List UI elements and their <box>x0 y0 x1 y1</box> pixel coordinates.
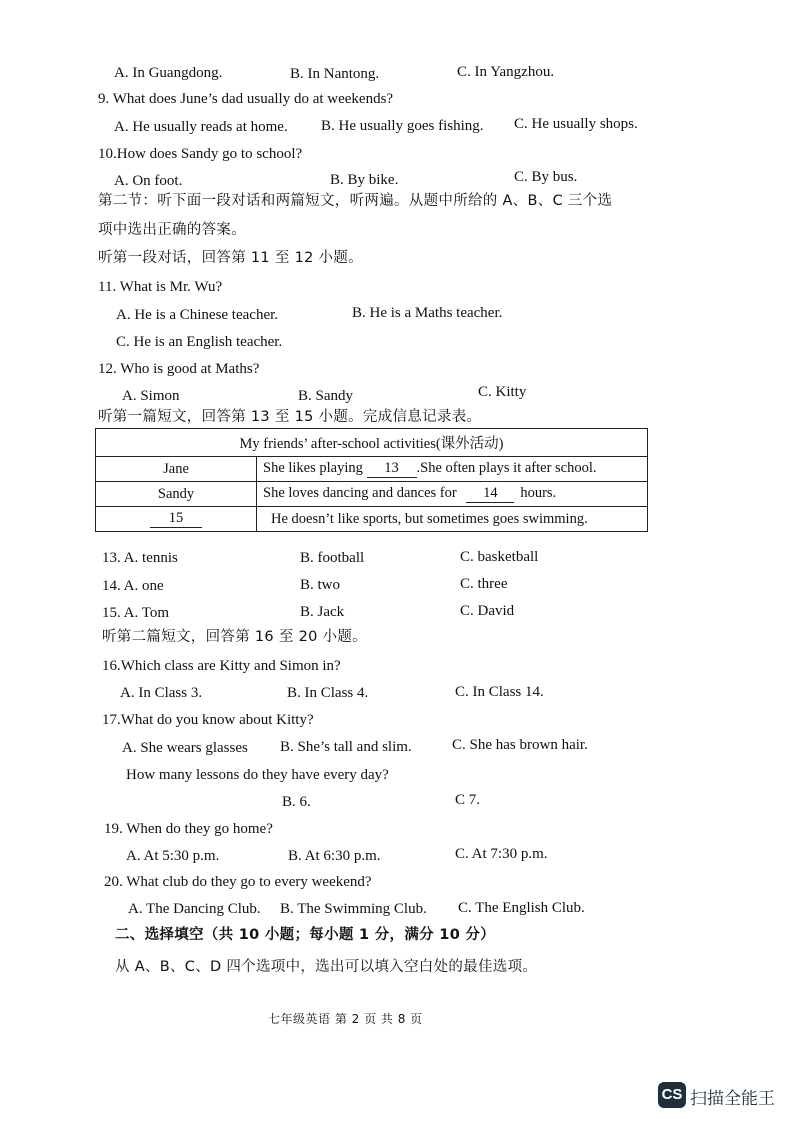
section2-instruction-line2: 项中选出正确的答案。 <box>98 222 246 238</box>
q14-option-c: C. three <box>460 576 508 592</box>
part2-instruction: 从 A、B、C、D 四个选项中，选出可以填入空白处的最佳选项。 <box>115 959 538 975</box>
passage1-intro: 听第一篇短文，回答第 13 至 15 小题。完成信息记录表。 <box>98 409 482 425</box>
table-row <box>96 482 648 507</box>
q13-option-b: B. football <box>300 550 365 566</box>
q9-question: 9. What does June’s dad usually do at weekends? <box>98 91 394 107</box>
q18-option-b: B. 6. <box>282 794 311 810</box>
q9-option-a: A. He usually reads at home. <box>114 119 288 135</box>
q11-option-b: B. He is a Maths teacher. <box>352 305 503 321</box>
q17-option-a: A. She wears glasses <box>122 740 248 756</box>
row-activity <box>257 507 648 532</box>
q19-option-c: C. At 7:30 p.m. <box>455 846 548 862</box>
q16-option-b: B. In Class 4. <box>287 685 369 701</box>
q11-option-a: A. He is a Chinese teacher. <box>116 307 279 323</box>
passage2-intro: 听第二篇短文，回答第 16 至 20 小题。 <box>102 629 367 645</box>
q9-option-c: C. He usually shops. <box>514 116 638 132</box>
q14-option-a: 14. A. one <box>102 578 164 594</box>
answer-blank-13: 13 <box>367 460 417 478</box>
q18-option-c: C 7. <box>455 792 481 808</box>
q20-question: 20. What club do they go to every weekend? <box>104 874 372 890</box>
q14-option-b: B. two <box>300 577 341 593</box>
row-name: Jane <box>96 457 257 482</box>
q20-option-b: B. The Swimming Club. <box>280 901 427 917</box>
q12-option-a: A. Simon <box>122 388 180 404</box>
q16-option-c: C. In Class 14. <box>455 684 544 700</box>
page-footer: 七年级英语 第 2 页 共 8 页 <box>268 1012 423 1026</box>
row-name <box>96 507 257 532</box>
q15-option-a: 15. A. Tom <box>102 605 170 621</box>
q10-option-a: A. On foot. <box>114 173 183 189</box>
q11-question: 11. What is Mr. Wu? <box>98 279 223 295</box>
table-title-row <box>96 429 648 457</box>
q12-option-b: B. Sandy <box>298 388 354 404</box>
q19-option-b: B. At 6:30 p.m. <box>288 848 381 864</box>
q16-question: 16.Which class are Kitty and Simon in? <box>102 658 341 674</box>
q15-option-b: B. Jack <box>300 604 345 620</box>
row-text-pre: He doesn’t like sports, but sometimes goes swimming. <box>271 510 588 527</box>
row-text-pre: She loves dancing and dances for <box>263 485 457 501</box>
table-title: My friends’ after-school activities(课外活动) <box>96 429 648 457</box>
row-name: Sandy <box>96 482 257 507</box>
q12-question: 12. Who is good at Maths? <box>98 361 260 377</box>
q13-option-a: 13. A. tennis <box>102 550 178 566</box>
part2-heading: 二、选择填空（共 10 小题；每小题 1 分，满分 10 分） <box>115 927 496 943</box>
dialogue-intro: 听第一段对话，回答第 11 至 12 小题。 <box>98 250 363 266</box>
q10-question: 10.How does Sandy go to school? <box>98 146 303 162</box>
q15-option-c: C. David <box>460 603 515 619</box>
q20-option-c: C. The English Club. <box>458 900 585 916</box>
q8-option-b: B. In Nantong. <box>290 66 380 82</box>
table-row <box>96 507 648 532</box>
watermark-text: 扫描全能王 <box>690 1089 775 1109</box>
row-text-post: hours. <box>520 485 557 501</box>
q11-option-c: C. He is an English teacher. <box>116 334 283 350</box>
q12-option-c: C. Kitty <box>478 384 527 400</box>
q17-option-b: B. She’s tall and slim. <box>280 739 412 755</box>
section2-instruction-line1: 第二节：听下面一段对话和两篇短文，听两遍。从题中所给的 A、B、C 三个选 <box>98 193 613 209</box>
q10-option-c: C. By bus. <box>514 169 578 185</box>
row-text-pre: She likes playing <box>263 460 363 476</box>
q19-question: 19. When do they go home? <box>104 821 273 837</box>
camscanner-logo-icon: CS <box>658 1082 686 1108</box>
answer-blank-15: 15 <box>150 510 202 528</box>
q8-option-c: C. In Yangzhou. <box>457 64 555 80</box>
table-row <box>96 457 648 482</box>
q20-option-a: A. The Dancing Club. <box>128 901 261 917</box>
q18-question: How many lessons do they have every day? <box>126 767 389 783</box>
q17-option-c: C. She has brown hair. <box>452 737 588 753</box>
row-activity <box>257 482 648 507</box>
row-activity <box>257 457 648 482</box>
q16-option-a: A. In Class 3. <box>120 685 203 701</box>
row-text-post: .She often plays it after school. <box>416 460 597 476</box>
q10-option-b: B. By bike. <box>330 172 399 188</box>
answer-blank-14: 14 <box>466 485 514 503</box>
q19-option-a: A. At 5:30 p.m. <box>126 848 220 864</box>
q8-option-a: A. In Guangdong. <box>114 65 223 81</box>
activities-record-table <box>95 428 648 532</box>
q9-option-b: B. He usually goes fishing. <box>321 118 484 134</box>
q17-question: 17.What do you know about Kitty? <box>102 712 314 728</box>
q13-option-c: C. basketball <box>460 549 539 565</box>
